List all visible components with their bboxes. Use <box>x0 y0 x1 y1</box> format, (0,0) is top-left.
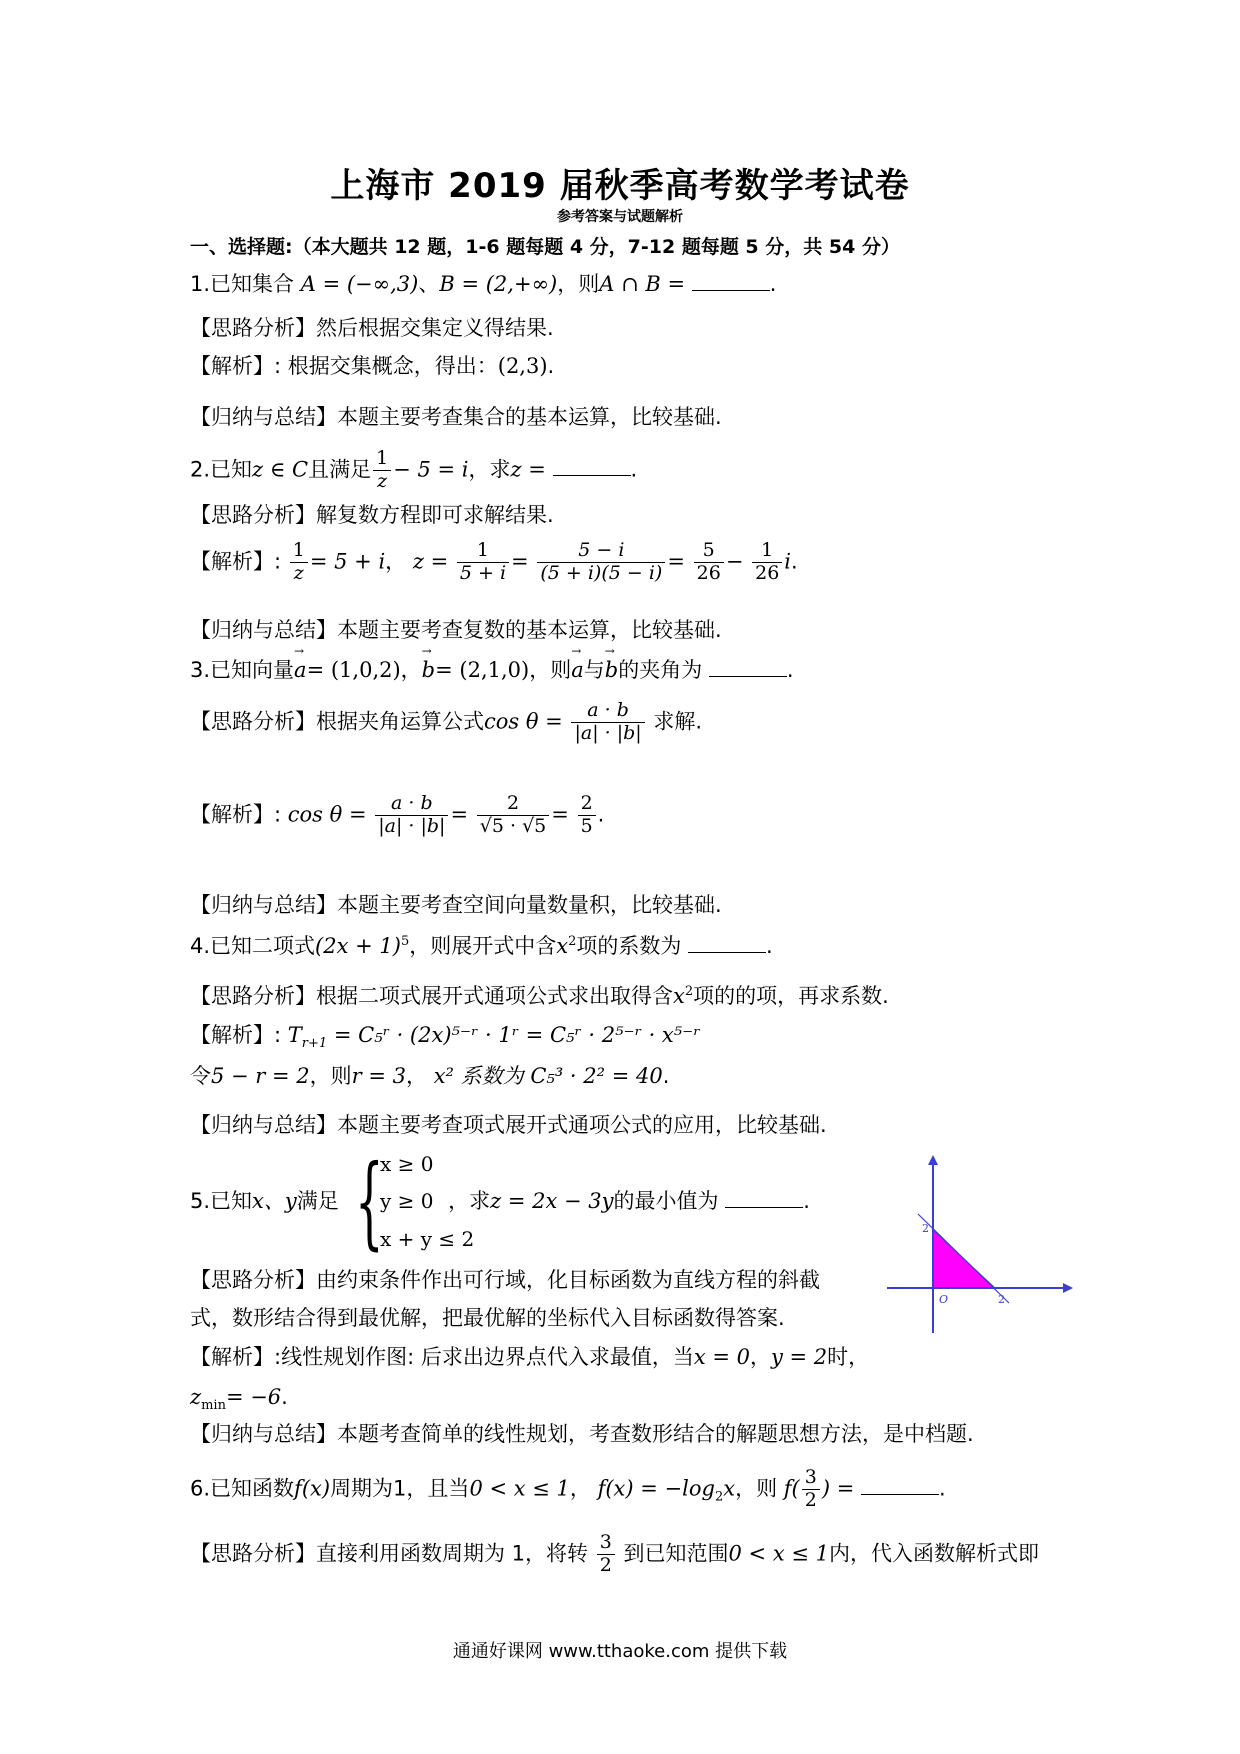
q3-analysis: 【思路分析】根据夹角运算公式cos θ = $\frac{a \cdot b}{|a| \cdot |b|}$ 求解. <box>190 699 703 744</box>
answer-blank <box>688 934 766 953</box>
q6-analysis-frac: $\frac{3}{2}$ <box>597 1532 615 1577</box>
q5-analysis-2: 式，数形结合得到最优解，把最优解的坐标代入目标函数得答案. <box>190 1306 785 1330</box>
q2-end: . <box>630 457 638 482</box>
answer-blank <box>692 272 770 291</box>
q1-ask: ，则 <box>557 272 600 296</box>
page-subtitle: 参考答案与试题解析 <box>557 209 683 225</box>
q2-solution-label: 【解析】: <box>190 549 282 574</box>
q5-constraint-2: y ≥ 0 <box>380 1189 434 1213</box>
q3-sol-frac-3: $\frac{2}{5}$ <box>578 793 596 838</box>
q4-solution-2: 令5 − r = 2，则r = 3， x² 系数为 C₅³ · 2² = 40. <box>190 1064 670 1088</box>
feasible-region-graph <box>885 1155 1075 1335</box>
q2-frac-den: z <box>377 469 388 492</box>
q3-sol-frac-2: $\frac{2}{√5 \cdot √5}$ <box>477 793 550 838</box>
vector-a: → a <box>294 658 307 683</box>
q2-sol-frac-4: $\frac{5}{26}$ <box>694 540 724 585</box>
q1-solution-value: (2,3) <box>497 354 548 378</box>
q1-solution <box>190 354 554 379</box>
y-axis-arrow <box>928 1155 938 1165</box>
q1-set-b: B = (2,+∞) <box>439 272 558 296</box>
page-title: 上海市 2019 届秋季高考数学考试卷 <box>330 166 910 206</box>
x-axis-arrow <box>1063 1283 1073 1293</box>
q1-set-a: A = (−∞,3) <box>300 272 419 296</box>
question-6: 6.已知函数f(x)周期为1，且当0 < x ≤ 1， $f(x) = -\log_2x$，则 f( $\frac{3}{2}$ ) = . <box>190 1466 946 1511</box>
q6-frac: $\frac{3}{2}$ <box>802 1467 820 1512</box>
q5-constraint-1: x ≥ 0 <box>380 1152 434 1176</box>
question-5: 5.已知x、y满足 ，求z = 2x − 3y的最小值为 . <box>190 1189 810 1213</box>
q1-solution-end: . <box>547 354 555 378</box>
y-intercept-label: 2 <box>922 1222 929 1235</box>
q2-sol-frac-2: $\frac{1}{5 + i}$ <box>457 540 509 585</box>
q3-analysis-frac: $\frac{a \cdot b}{|a| \cdot |b|}$ <box>571 700 644 745</box>
q4-solution: 【解析】: $T_{r+1}$ = C₅ʳ · (2x)⁵⁻ʳ · 1ʳ = C₅ʳ · 2⁵⁻ʳ · x⁵⁻ʳ <box>190 1023 701 1052</box>
q2-sol-frac-3: $\frac{5 - i}{(5 + i)(5 - i)}$ <box>537 540 665 585</box>
x-intercept-label: 2 <box>998 1293 1005 1306</box>
q1-summary: 【归纳与总结】本题主要考查集合的基本运算，比较基础. <box>190 405 722 429</box>
q5-summary: 【归纳与总结】本题考查简单的线性规划，考查数形结合的解题思想方法，是中档题. <box>190 1422 974 1446</box>
question-1 <box>190 272 776 297</box>
origin-label: O <box>939 1293 949 1306</box>
q2-fraction <box>373 448 391 493</box>
q2-rest: − 5 = i <box>393 457 469 482</box>
q2-solution: 【解析】: $\frac{1}{z}$ = 5 + i， z = $\frac{1}{5 + i}$ = $\frac{5 - i}{(5 + i)(5 - i)}$ = $\frac{5}{26}$ − $\frac{1}{26}$ i. <box>190 539 798 584</box>
boundary-line <box>918 1214 1009 1303</box>
q4-summary: 【归纳与总结】本题主要考查项式展开式通项公式的应用，比较基础. <box>190 1113 827 1137</box>
answer-blank <box>553 457 631 476</box>
q6-analysis: 【思路分析】直接利用函数周期为 1，将转 $\frac{3}{2}$ 到已知范围0 < x ≤ 1内，代入函数解析式即 <box>190 1531 1039 1576</box>
page-footer: 通通好课网 www.tthaoke.com 提供下载 <box>452 1641 788 1662</box>
section-heading: 一、选择题:（本大题共 12 题，1-6 题每题 4 分，7-12 题每题 5 分，共 54 分） <box>190 236 900 258</box>
q2-expr: z = <box>510 457 546 482</box>
q2-summary: 【归纳与总结】本题主要考查复数的基本运算，比较基础. <box>190 618 722 642</box>
q2-ask: ，求 <box>468 457 511 482</box>
question-2 <box>190 448 637 493</box>
q2-frac-num: 1 <box>373 448 391 471</box>
q2-mid: 且满足 <box>308 457 372 482</box>
question-3: 3.已知向量→ a= (1,0,2)，→ b= (2,1,0)，则→ a与→ b的夹角为 . <box>190 658 794 683</box>
q1-end: . <box>769 272 777 296</box>
q1-sep: 、 <box>418 272 440 296</box>
q5-constraint-3: x + y ≤ 2 <box>380 1227 475 1251</box>
q2-analysis: 【思路分析】解复数方程即可求解结果. <box>190 503 554 527</box>
q4-analysis: 【思路分析】根据二项式展开式通项公式求出取得含$x^2$项的的项，再求系数. <box>190 984 889 1008</box>
q3-summary: 【归纳与总结】本题主要考查空间向量数量积，比较基础. <box>190 893 722 917</box>
q5-analysis-1: 【思路分析】由约束条件作出可行域，化目标函数为直线方程的斜截 <box>190 1268 820 1292</box>
q1-analysis: 【思路分析】然后根据交集定义得结果. <box>190 316 554 340</box>
q3-solution: 【解析】: cos θ = $\frac{a \cdot b}{|a| \cdot |b|}$ = $\frac{2}{√5 \cdot √5}$ = $\frac{2}{5}$ . <box>190 792 605 837</box>
q3-sol-frac-1: $\frac{a \cdot b}{|a| \cdot |b|}$ <box>375 793 448 838</box>
q2-cond: z ∈ C <box>252 457 309 482</box>
q5-zmin: $z_{min}= -6$. <box>190 1385 288 1414</box>
q2-sol-frac-1: $\frac{1}{z}$ <box>290 540 308 585</box>
answer-blank <box>725 1189 803 1208</box>
answer-blank <box>709 658 787 677</box>
system-brace: { <box>355 1143 384 1260</box>
question-4: 4.已知二项式$(2x + 1)^5$，则展开式中含$x^2$项的系数为 . <box>190 934 773 958</box>
q2-prefix: 2.已知 <box>190 457 253 482</box>
q5-solution: 【解析】:线性规划作图: 后求出边界点代入求最值，当x = 0，y = 2时， <box>190 1345 870 1369</box>
answer-blank <box>861 1476 939 1495</box>
q1-expr: A ∩ B = <box>599 272 686 296</box>
q1-solution-label: 【解析】: 根据交集概念，得出： <box>190 354 498 378</box>
q1-prefix: 1.已知集合 <box>190 272 295 296</box>
q2-sol-frac-5: $\frac{1}{26}$ <box>752 540 782 585</box>
vector-b: → b <box>422 658 435 683</box>
